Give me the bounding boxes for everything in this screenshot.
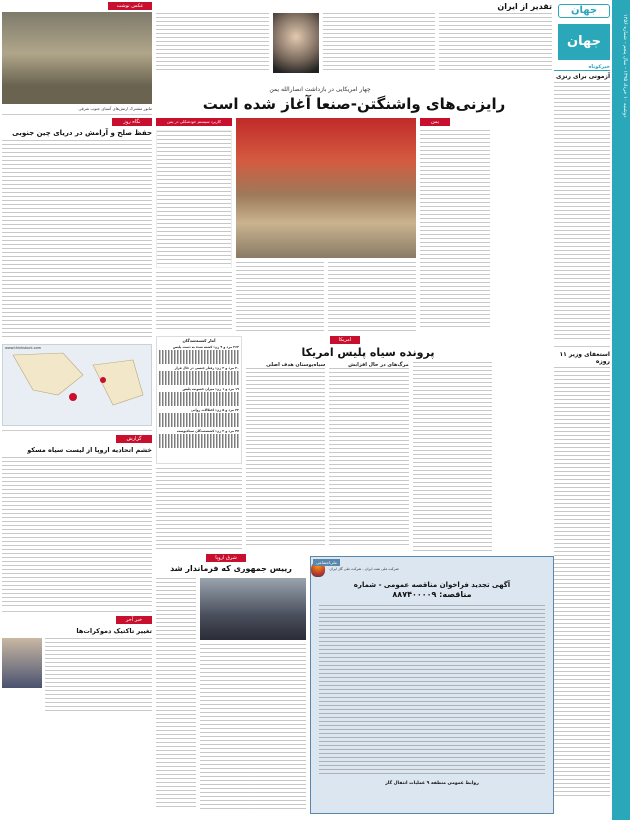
top-story-body-c [156, 13, 269, 73]
ad-title-2: مناقصه: ۸۸۷۴۰۰۰۰۹ [392, 590, 472, 599]
person-icons [159, 350, 239, 364]
divider [2, 430, 152, 431]
troops-photo [2, 12, 152, 104]
logo-text: جهان [558, 4, 610, 18]
masthead-logo [558, 4, 610, 18]
photo-caption: مانور مشترک ارتش‌های آسیای جنوب شرقی [78, 106, 152, 111]
soleimani-photo [273, 13, 319, 73]
top-story-body-a [439, 13, 552, 73]
story3-tag: خبر آخر [116, 616, 152, 624]
subhead-2: سیاه‌پوستان هدف اصلی [266, 362, 326, 368]
europe-body-a [156, 578, 196, 810]
map-caption: www.thinkstock.com [5, 346, 42, 350]
box-tag: کاربرد سیستم خودشکلی در یمن [156, 118, 232, 126]
europe-photo [200, 578, 306, 640]
short-news-title-2: استعفای وزیر ۱۱ روزه [559, 351, 610, 365]
story1-title: حفظ صلح و آرامش در دریای چین جنوبی [12, 129, 152, 137]
short-news-column [554, 64, 610, 814]
story3-title: تغییر تاکتیک دموکرات‌ها [76, 627, 152, 635]
section-banner [558, 24, 610, 60]
america-headline: پرونده سیاه پلیس امریکا [301, 346, 435, 359]
chart-row [159, 366, 239, 385]
story1-body [2, 140, 152, 340]
top-story-row [156, 13, 552, 73]
america-col-3-body [246, 368, 325, 548]
short-news-body-2 [554, 367, 610, 797]
masthead-bar [612, 0, 630, 820]
chart-row [159, 408, 239, 427]
chart-row-label: ۳۰ مرد و ۲ زن: رفتار جنسی در حال فرار [174, 366, 239, 370]
politician-photo [2, 638, 42, 688]
divider [554, 346, 610, 347]
ad-logo-row [311, 557, 553, 577]
chart-row-label: ۱۹ مرد و ۱ زن: میزان خشونت پلیس [182, 387, 239, 391]
photo-tag: عکس نوشت [108, 2, 152, 10]
person-icons [159, 371, 239, 385]
america-tag: امریکا [330, 336, 360, 344]
chart-row [159, 345, 239, 364]
story2-title: خشم اتحادیه اروپا از لیست سیاه مسکو [27, 446, 152, 454]
tender-ad [310, 556, 554, 814]
yemen-tag: یمن [420, 118, 450, 126]
left-column [2, 2, 152, 818]
police-chart [156, 336, 242, 464]
short-news-body-1 [554, 82, 610, 342]
map-svg [3, 345, 151, 425]
europe-tag: شرق اروپا [206, 554, 246, 562]
map-image [2, 344, 152, 426]
divider [2, 114, 152, 115]
section-title: جهان [567, 34, 601, 49]
top-story-title: تقدیر از ایران [497, 2, 552, 11]
chart-row-label: ۲۶۲ مرد و ۹ زن: کشته شده به دست پلیس [173, 345, 239, 349]
ad-title-1: آگهی تجدید فراخوان مناقصه عمومی - شماره [353, 581, 511, 589]
short-news-title-1: آزمونی برای رنزی [556, 73, 610, 80]
chart-rows [157, 345, 241, 448]
story-body-3 [156, 272, 232, 332]
subhead-1: مرگ‌های در حال افزایش [348, 362, 409, 368]
story1-tag: نگاه روز [112, 118, 152, 126]
chart-row [159, 387, 239, 406]
chart-row [159, 429, 239, 448]
person-icons [159, 434, 239, 448]
top-story [156, 2, 552, 94]
chart-below-body [156, 468, 242, 552]
chart-row-label: ۲۳ مرد و ۵ زن: اختلالات روانی [191, 408, 239, 412]
europe-body-b [200, 644, 306, 810]
ad-footer: روابط عمومی منطقه ۹ عملیات انتقال گاز [385, 781, 479, 786]
yemen-photo [236, 118, 416, 258]
ad-company: شرکت ملی نفت ایران - شرکت ملی گاز ایران [329, 567, 399, 571]
main-headline: رایزنی‌های واشنگتن-صنعا آغاز شده است [202, 95, 506, 113]
ad-body [319, 605, 545, 777]
america-col-1 [413, 362, 492, 552]
america-col-2 [329, 362, 408, 552]
america-body [246, 362, 492, 552]
europe-headline: رییس جمهوری که فرماندار شد [170, 564, 292, 573]
story2-tag: گزارش [116, 435, 152, 443]
top-story-body-b [323, 13, 436, 73]
chart-row-label: ۴۷ مرد و ۲ زن: کشته‌شدگان سیاه‌پوست [176, 429, 239, 433]
story-body-1 [236, 262, 324, 332]
divider [2, 611, 152, 612]
america-col-3 [246, 362, 325, 552]
story3-row [2, 638, 152, 712]
story-body-2 [328, 262, 416, 332]
person-icons [159, 392, 239, 406]
news-label: خبرکوتاه [554, 64, 610, 71]
chart-title: آمار کشته‌شدگان [182, 338, 216, 343]
america-col-2-body [329, 368, 408, 548]
story2-body [2, 457, 152, 607]
ad-label: ملی‌اجتماعی [313, 559, 340, 566]
yemen-body-right [420, 130, 490, 330]
person-icons [159, 413, 239, 427]
box-body [156, 130, 232, 268]
kicker: چهار امریکایی در بازداشت انصارالله یمن [269, 86, 371, 93]
date-line: دوشنبه ۱۰ خرداد ۱۳۹۵ - سال پنجم - شماره ۱۲۵۶ [622, 14, 628, 118]
story3-body [45, 638, 152, 712]
